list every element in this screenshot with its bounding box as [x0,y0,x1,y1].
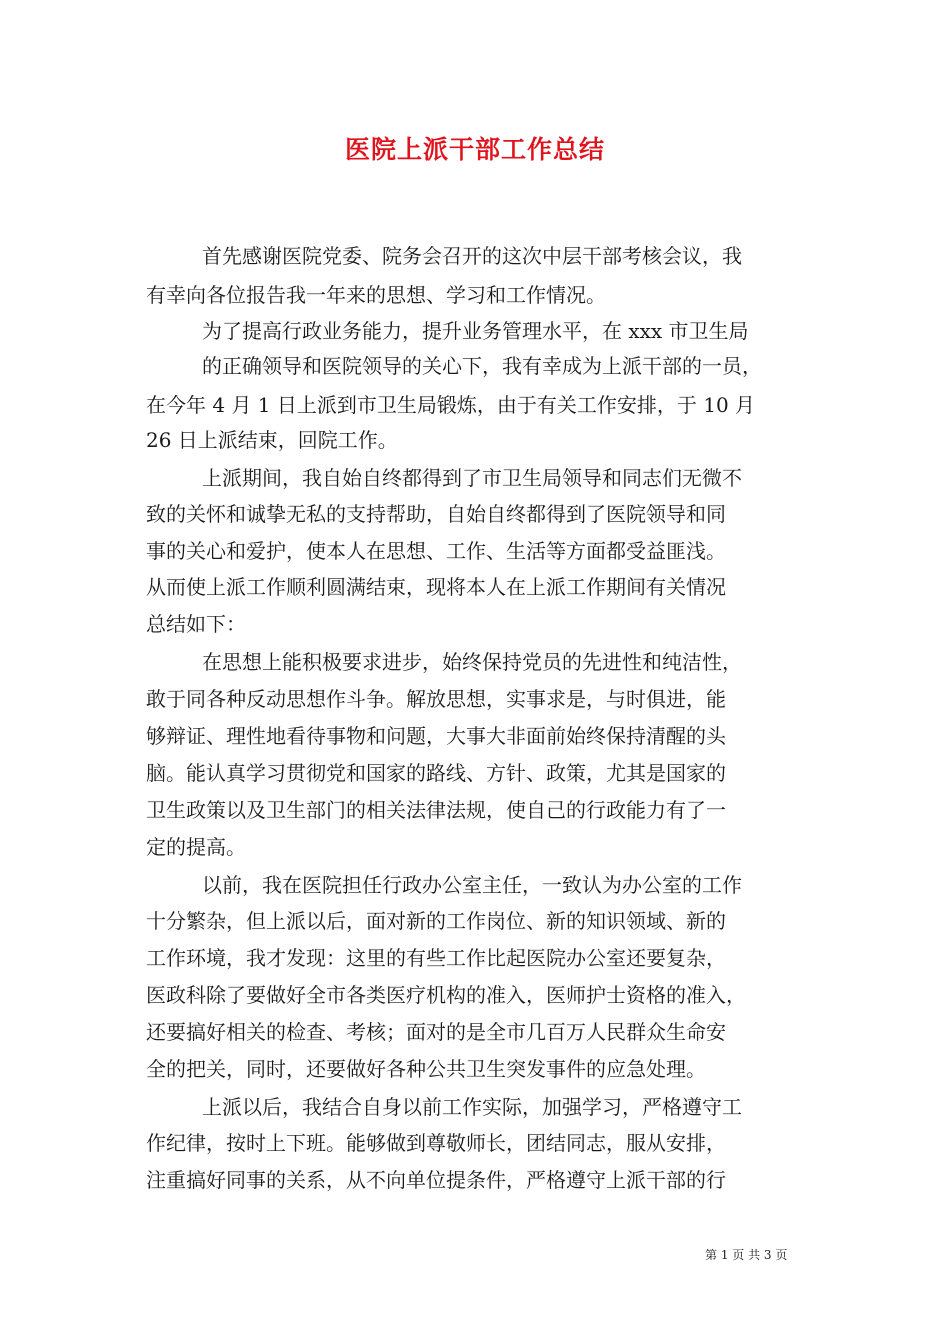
body-line-6: 26 日上派结束，回院工作。 [146,428,398,452]
page-number: 第 1 页 共 3 页 [705,1248,788,1262]
body-line-25: 作纪律，按时上下班。能够做到尊敬师长，团结同志，服从安排， [146,1131,726,1155]
body-line-19: 十分繁杂，但上派以后，面对新的工作岗位、新的知识领域、新的 [146,909,726,933]
body-line-7: 上派期间，我自始自终都得到了市卫生局领导和同志们无微不 [202,466,742,490]
body-line-8: 致的关怀和诚挚无私的支持帮助，自始自终都得到了医院领导和同 [146,502,726,526]
body-line-17: 定的提高。 [146,835,246,859]
body-line-14: 够辩证、理性地看待事物和问题，大事大非面前始终保持清醒的头 [146,724,726,748]
body-line-13: 敢于同各种反动思想作斗争。解放思想，实事求是，与时俱进，能 [146,687,726,711]
body-line-24: 上派以后，我结合自身以前工作实际，加强学习，严格遵守工 [202,1095,742,1119]
body-line-15: 脑。能认真学习贯彻党和国家的路线、方针、政策，尤其是国家的 [146,761,726,785]
body-line-26: 注重搞好同事的关系，从不向单位提条件，严格遵守上派干部的行 [146,1168,726,1192]
body-line-20: 工作环境，我才发现：这里的有些工作比起医院办公室还要复杂， [146,946,726,970]
body-line-16: 卫生政策以及卫生部门的相关法律法规，使自己的行政能力有了一 [146,798,726,822]
body-line-22: 还要搞好相关的检查、考核；面对的是全市几百万人民群众生命安 [146,1020,726,1044]
body-line-11: 总结如下： [146,612,246,636]
body-line-1: 首先感谢医院党委、院务会召开的这次中层干部考核会议，我 [202,244,742,268]
body-line-12: 在思想上能积极要求进步，始终保持党员的先进性和纯洁性， [202,650,742,674]
body-line-2: 有幸向各位报告我一年来的思想、学习和工作情况。 [146,283,606,307]
body-line-10: 从而使上派工作顺利圆满结束，现将本人在上派工作期间有关情况 [146,575,726,599]
page-title: 医院上派干部工作总结 [344,135,605,164]
body-line-18: 以前，我在医院担任行政办公室主任，一致认为办公室的工作 [202,873,742,897]
body-line-23: 全的把关，同时，还要做好各种公共卫生突发事件的应急处理。 [146,1057,706,1081]
body-line-9: 事的关心和爱护，使本人在思想、工作、生活等方面都受益匪浅。 [146,539,726,563]
body-line-4: 的正确领导和医院领导的关心下，我有幸成为上派干部的一员， [202,354,762,378]
body-line-3: 为了提高行政业务能力，提升业务管理水平，在 xxx 市卫生局 [202,319,749,343]
body-line-21: 医政科除了要做好全市各类医疗机构的准入，医师护士资格的准入， [146,983,746,1007]
body-line-5: 在今年 4 月 1 日上派到市卫生局锻炼，由于有关工作安排，于 10 月 [146,393,756,417]
